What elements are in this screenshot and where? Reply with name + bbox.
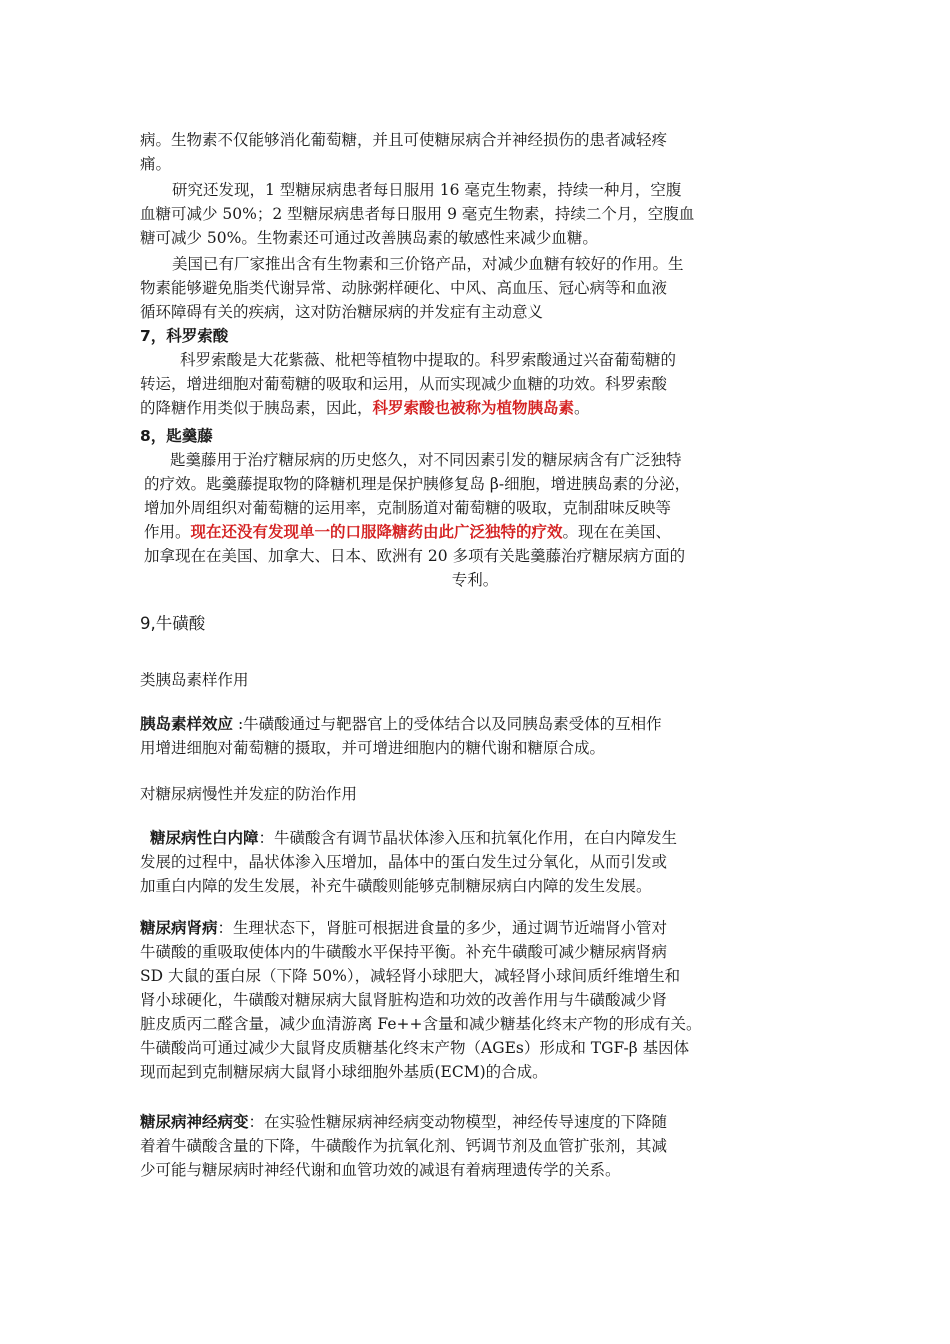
biotin-paragraph-1 — [140, 128, 810, 176]
text-line: 科罗索酸是大花紫薇、枇杷等植物中提取的。科罗索酸通过兴奋葡萄糖的 — [180, 351, 677, 369]
section-heading: 9,牛磺酸 — [140, 614, 206, 633]
text-line: 少可能与糖尿病时神经代谢和血管功效的减退有着病理遗传学的关系。 — [140, 1161, 621, 1179]
text-line: 肾小球硬化，牛磺酸对糖尿病大鼠肾脏构造和功效的改善作用与牛磺酸减少肾 — [140, 991, 668, 1009]
subheading: 类胰岛素样作用 — [140, 671, 249, 689]
text-line: 着着牛磺酸含量的下降，牛磺酸作为抗氧化剂、钙调节剂及血管扩张剂，其减 — [140, 1137, 668, 1155]
biotin-paragraph-2 — [140, 178, 810, 250]
text-line: SD 大鼠的蛋白尿（下降 50%），减轻肾小球肥大，减轻肾小球间质纤维增生和 — [140, 967, 681, 985]
text-line — [140, 826, 810, 850]
section-heading: 8，匙羹藤 — [140, 427, 213, 445]
text-line: 发展的过程中，晶状体渗入压增加，晶体中的蛋白发生过分氧化，从而引发或 — [140, 853, 668, 871]
text-plain: ：牛磺酸含有调节晶状体渗入压和抗氧化作用，在白内障发生 — [258, 829, 678, 847]
text-line: 病。生物素不仅能够消化葡萄糖，并且可使糖尿病合并神经损伤的患者减轻疼 — [140, 131, 668, 149]
text-line: 的疗效。匙羹藤提取物的降糖机理是保护胰修复岛 β-细胞，增进胰岛素的分泌， — [144, 475, 691, 493]
text-line: 加拿现在在美国、加拿大、日本、欧洲有 20 多项有关匙羹藤治疗糖尿病方面的 — [144, 547, 686, 565]
highlight-text: 现在还没有发现单一的口服降糖药由此广泛独特的疗效 — [190, 523, 563, 541]
neuropathy-paragraph — [140, 1110, 810, 1182]
text-line: 血糖可减少 50%；2 型糖尿病患者每日服用 9 毫克生物素，持续二个月，空腹血 — [140, 205, 695, 223]
term-label: 糖尿病神经病变 — [140, 1113, 249, 1131]
section-heading: 7，科罗索酸 — [140, 327, 229, 345]
corosolic-section — [140, 324, 810, 420]
cataract-paragraph — [140, 826, 810, 898]
text-plain: ：在实验性糖尿病神经病变动物模型，神经传导速度的下降随 — [248, 1113, 668, 1131]
text-line — [140, 1110, 810, 1134]
text-line: 转运，增进细胞对葡萄糖的吸取和运用，从而实现减少血糖的功效。科罗索酸 — [140, 375, 668, 393]
text-line: 专利。 — [451, 571, 499, 589]
text-line: 糖可减少 50%。生物素还可通过改善胰岛素的敏感性来减少血糖。 — [140, 229, 598, 247]
text-line — [140, 396, 810, 420]
text-line — [140, 916, 810, 940]
text-line: 痛。 — [140, 155, 172, 173]
term-label: 糖尿病肾病 — [140, 919, 218, 937]
text-line: 美国已有厂家推出含有生物素和三价铬产品，对减少血糖有较好的作用。生 — [172, 255, 684, 273]
text-line — [140, 520, 810, 544]
text-line: 牛磺酸的重吸取使体内的牛磺酸水平保持平衡。补充牛磺酸可减少糖尿病肾病 — [140, 943, 668, 961]
text-plain: 作用。 — [144, 523, 191, 541]
text-plain: :牛磺酸通过与靶器官上的受体结合以及同胰岛素受体的互相作 — [233, 715, 662, 733]
text-plain: 。 — [574, 399, 590, 417]
text-plain: 。现在在美国、 — [562, 523, 672, 541]
taurine-subheading-2 — [140, 782, 810, 806]
text-plain: ：生理状态下，肾脏可根据进食量的多少，通过调节近端肾小管对 — [217, 919, 668, 937]
text-line: 匙羹藤用于治疗糖尿病的历史悠久，对不同因素引发的糖尿病含有广泛独特 — [170, 451, 682, 469]
text-line: 研究还发现，1 型糖尿病患者每日服用 16 毫克生物素，持续一种月，空腹 — [172, 181, 682, 199]
highlight-text: 科罗索酸也被称为植物胰岛素 — [372, 399, 575, 417]
gymnema-section — [140, 424, 810, 592]
text-line: 用增进细胞对葡萄糖的摄取，并可增进细胞内的糖代谢和糖原合成。 — [140, 739, 606, 757]
insulin-like-paragraph — [140, 712, 810, 760]
text-line: 物素能够避免脂类代谢异常、动脉粥样硬化、中风、高血压、冠心病等和血液 — [140, 279, 668, 297]
text-line: 现而起到克制糖尿病大鼠肾小球细胞外基质(ECM)的合成。 — [140, 1063, 548, 1081]
text-line: 增加外周组织对葡萄糖的运用率，克制肠道对葡萄糖的吸取，克制甜味反映等 — [144, 499, 672, 517]
term-label: 糖尿病性白内障 — [150, 829, 259, 847]
text-line: 牛磺酸尚可通过减少大鼠肾皮质糖基化终末产物（AGEs）形成和 TGF-β 基因体 — [140, 1039, 690, 1057]
text-line: 循环障碍有关的疾病，这对防治糖尿病的并发症有主动意义 — [140, 303, 544, 321]
nephropathy-paragraph — [140, 916, 810, 1084]
text-line: 脏皮质丙二醛含量，减少血清游离 Fe++含量和减少糖基化终末产物的形成有关。 — [140, 1015, 702, 1033]
biotin-paragraph-3 — [140, 252, 810, 324]
subheading: 对糖尿病慢性并发症的防治作用 — [140, 785, 358, 803]
text-line: 加重白内障的发生发展，补充牛磺酸则能够克制糖尿病白内障的发生发展。 — [140, 877, 652, 895]
taurine-subheading-1 — [140, 668, 810, 692]
term-label: 胰岛素样效应 — [140, 715, 234, 733]
text-plain: 的降糖作用类似于胰岛素，因此， — [140, 399, 373, 417]
taurine-heading-block — [140, 612, 810, 636]
text-line — [140, 712, 810, 736]
